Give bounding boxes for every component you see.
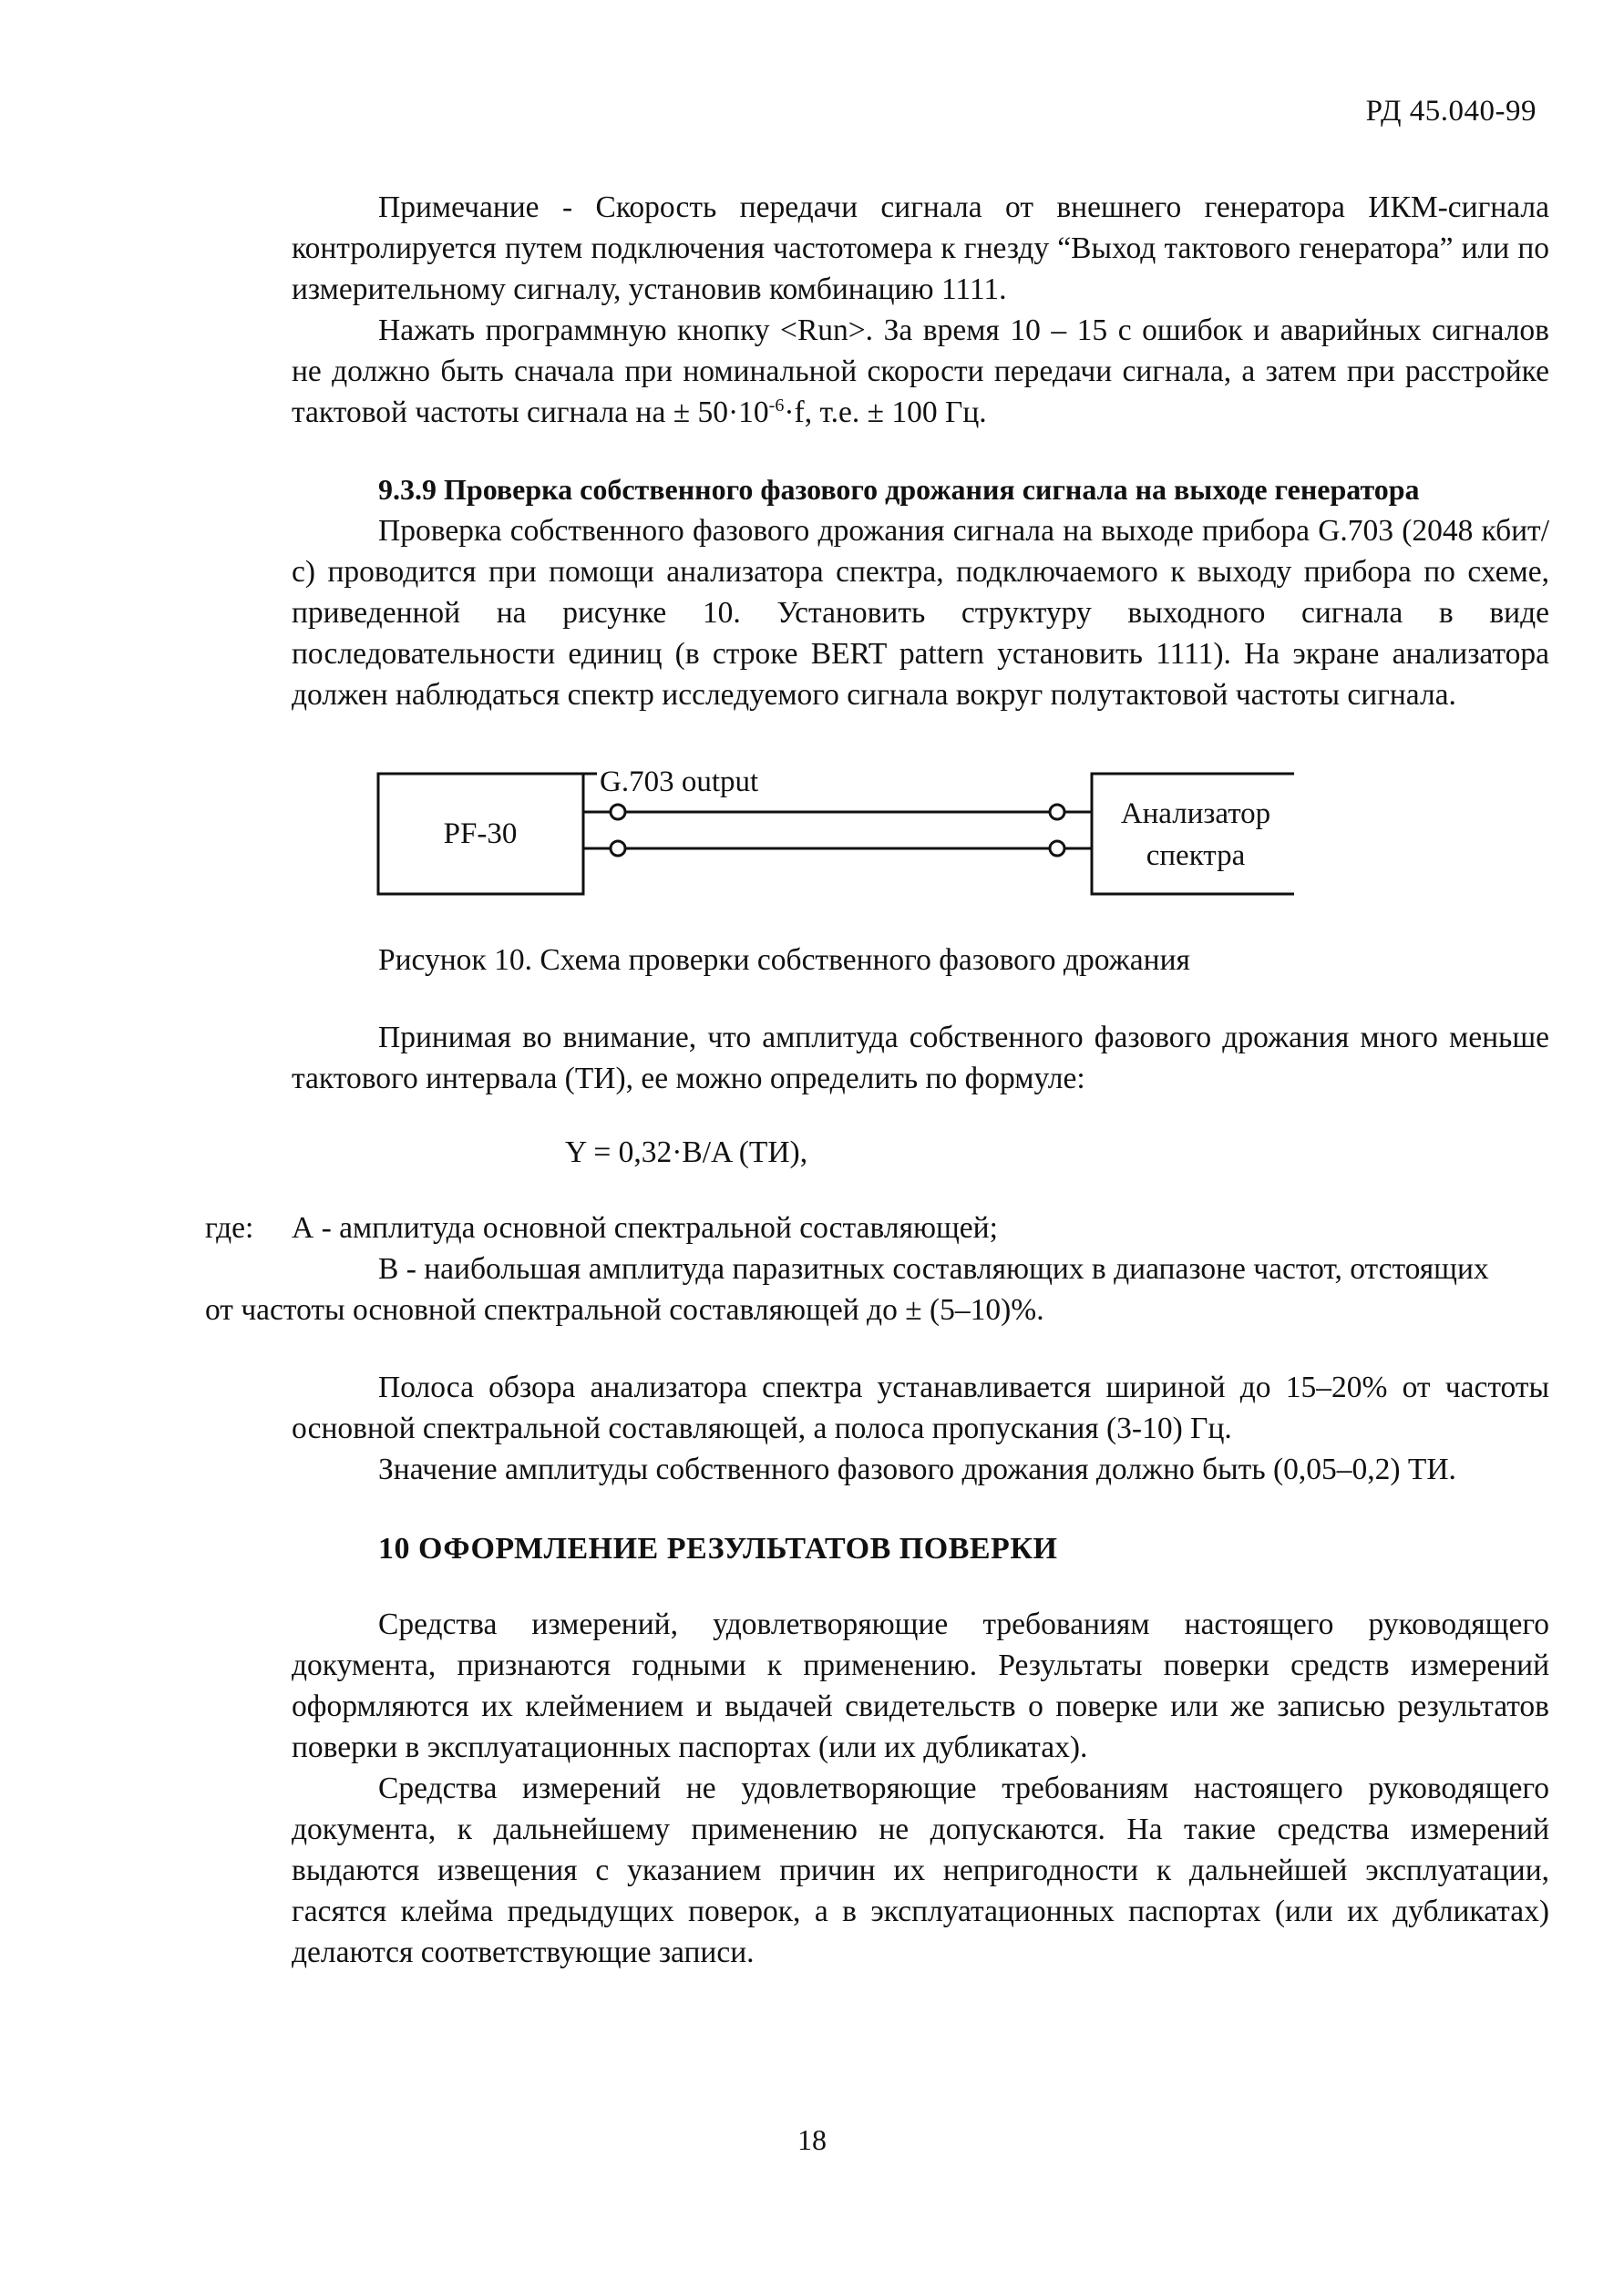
- page-content: [205, 187, 1549, 1973]
- output-terminal-icon: [611, 841, 625, 856]
- connection-schematic: [292, 766, 1294, 903]
- jitter-value-paragraph: Значение амплитуды собственного фазового дрожания должно быть (0,05–0,2) ТИ.: [378, 1453, 1456, 1486]
- band-paragraph: Полоса обзора анализатора спектра устанавливается шириной до 15–20% от частоты основной спектральной составляющей, а полоса пропускания (3-10) Гц.: [292, 1371, 1549, 1445]
- jitter-formula: Y = 0,32·B/A (ТИ),: [565, 1135, 808, 1169]
- analyzer-label-line2: спектра: [1146, 839, 1246, 872]
- analyzer-label-line1: Анализатор: [1120, 797, 1271, 830]
- section-10-paragraph-2: Средства измерений не удовлетворяющие требованиям настоящего руководящего документа, к дальнейшему применению не допускаются. На такие средства измерений выдаются извещения с указанием причин их непригодности к дальнейшей эксплуатации, гасятся клейма предыдущих поверок, а в эксплуатационных паспортах (или их дубликатах) делаются соответствующие записи.: [292, 1772, 1549, 1969]
- input-terminal-icon: [1050, 841, 1064, 856]
- formula-legend: [205, 1207, 1549, 1248]
- device-label: PF-30: [443, 817, 518, 850]
- output-terminal-icon: [611, 805, 625, 819]
- run-instruction-exponent: -6: [768, 395, 785, 416]
- section-10-paragraph-1: Средства измерений, удовлетворяющие требованиям настоящего руководящего документа, признаются годными к применению. Результаты поверки средств измерений оформляются их клеймением и выдачей свидетельств о поверке или же записью результатов поверки в эксплуатационных паспортах (или их дубликатах).: [292, 1607, 1549, 1764]
- note-paragraph: Примечание - Скорость передачи сигнала от внешнего генератора ИКМ-сигнала контролируется путем подключения частотомера к гнезду “Выход тактового генератора” или по измерительному сигналу, установив комбинацию 1111.: [292, 190, 1549, 306]
- input-terminal-icon: [1050, 805, 1064, 819]
- where-label: где:: [205, 1211, 254, 1245]
- jitter-intro-paragraph: Принимая во внимание, что амплитуда собственного фазового дрожания много меньше тактового интервала (ТИ), ее можно определить по формуле:: [292, 1021, 1549, 1095]
- output-label: G.703 output: [600, 766, 759, 798]
- section-9-3-9-heading: 9.3.9 Проверка собственного фазового дрожания сигнала на выходе генератора: [378, 473, 1420, 506]
- where-a-item: А - амплитуда основной спектральной составляющей;: [292, 1211, 998, 1245]
- page-number: 18: [797, 2123, 827, 2156]
- figure-caption: Рисунок 10. Схема проверки собственного фазового дрожания: [378, 943, 1190, 977]
- figure-10-diagram: [292, 766, 1549, 903]
- run-instruction-paragraph: [292, 310, 1549, 433]
- run-instruction-tail: ·f, т.е. ± 100 Гц.: [784, 395, 987, 429]
- analyzer-box: [1092, 774, 1294, 894]
- section-10-heading: 10 ОФОРМЛЕНИЕ РЕЗУЛЬТАТОВ ПОВЕРКИ: [378, 1532, 1058, 1566]
- document-code: РД 45.040-99: [1365, 95, 1537, 128]
- where-b-item: В - наибольшая амплитуда паразитных составляющих в диапазоне частот, отстоящих: [378, 1252, 1489, 1286]
- where-b-continuation: от частоты основной спектральной составляющей до ± (5–10)%.: [205, 1293, 1044, 1327]
- run-instruction-text: Нажать программную кнопку <Run>. За время 10 – 15 с ошибок и аварийных сигналов не должно быть сначала при номинальной скорости передачи сигнала, а затем при расстройке тактовой частоты сигнала на ± 50·10: [292, 313, 1549, 429]
- section-9-3-9-text: Проверка собственного фазового дрожания сигнала на выходе прибора G.703 (2048 кбит/с) проводится при помощи анализатора спектра, подключаемого к выходу прибора по схеме, приведенной на рисунке 10. Установить структуру выходного сигнала в виде последовательности единиц (в строке BERT pattern установить 1111). На экране анализатора должен наблюдаться спектр исследуемого сигнала вокруг полутактовой частоты сигнала.: [292, 514, 1549, 712]
